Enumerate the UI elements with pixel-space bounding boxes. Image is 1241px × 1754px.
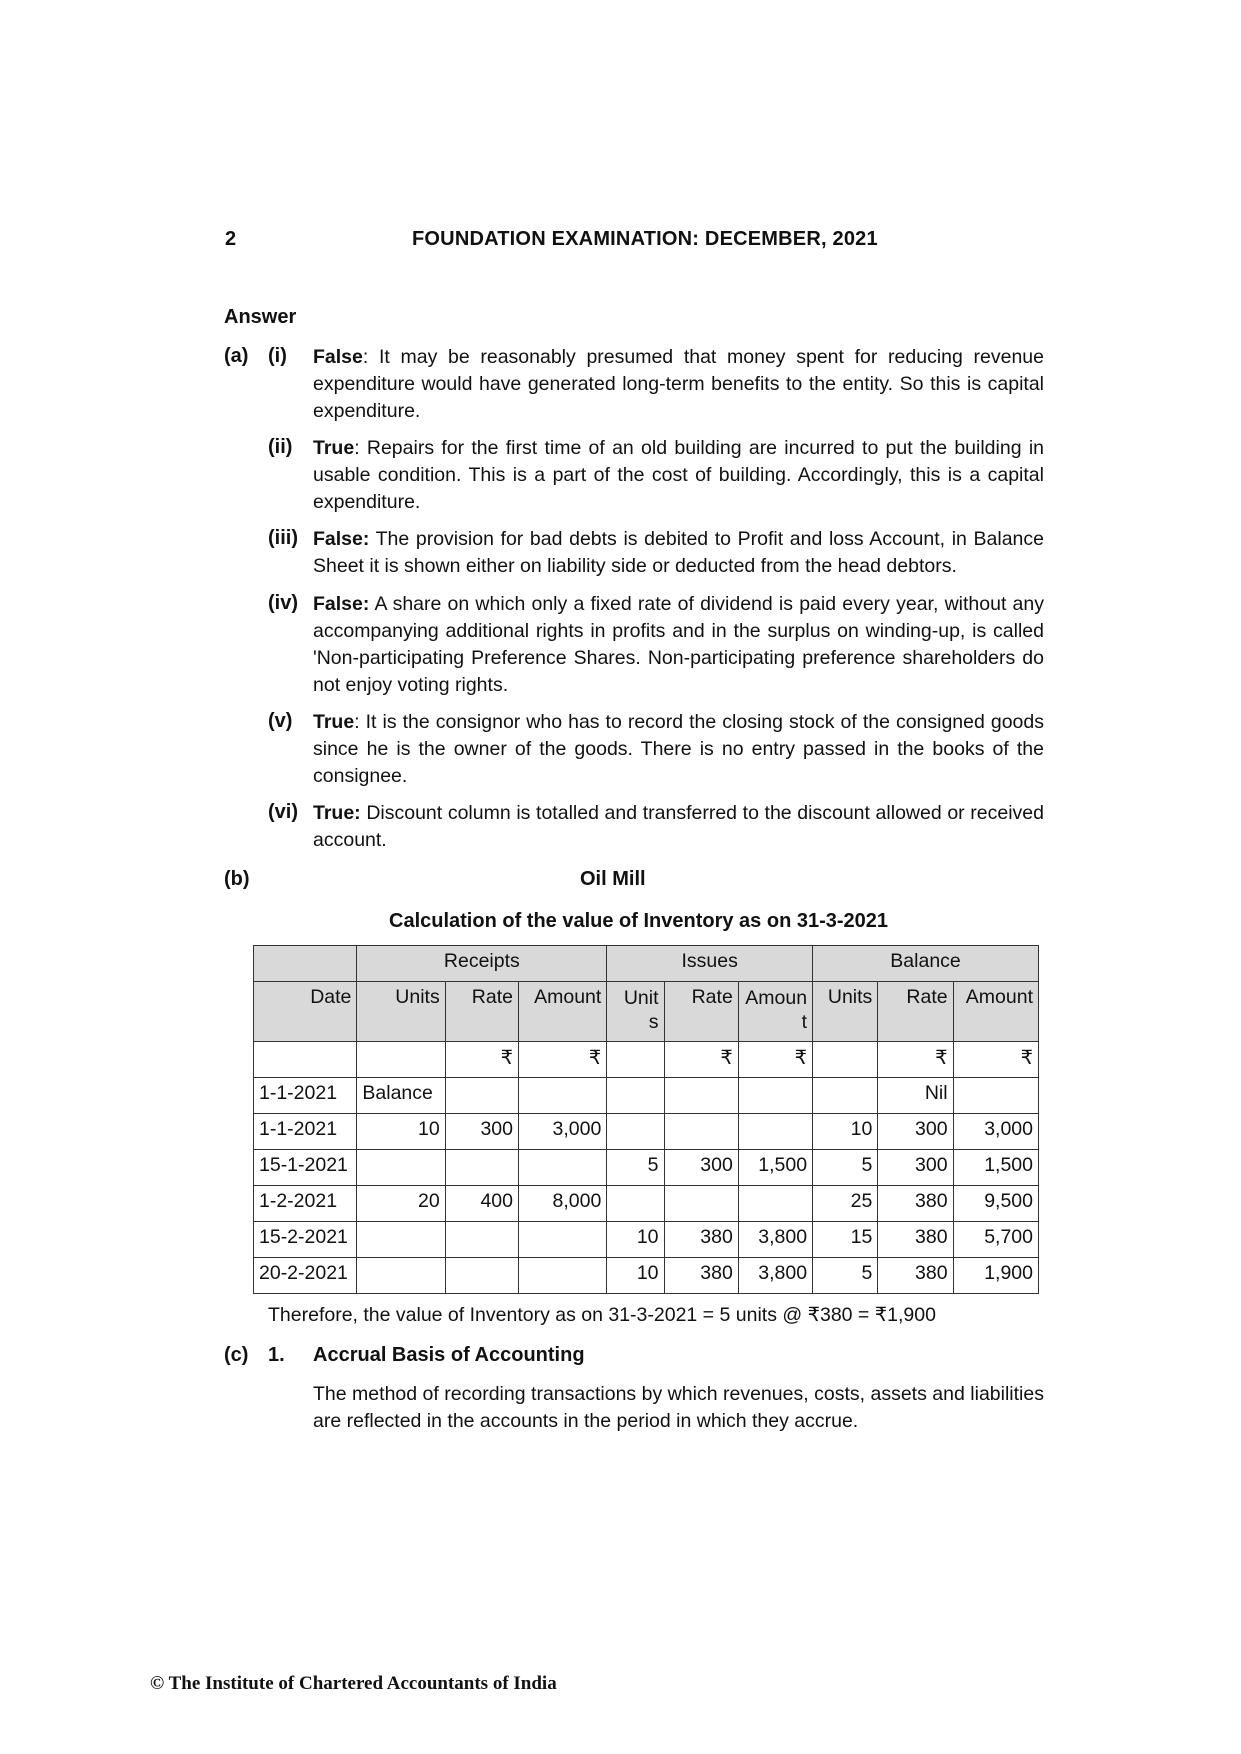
cell-receipts-rate [445,1150,518,1186]
currency-symbol: ₹ [664,1042,738,1078]
cell-balance-units: 25 [813,1186,878,1222]
cell-issues-rate: 380 [664,1258,738,1294]
item-vi-number: (vi) [268,801,298,823]
cell-balance-amount: 9,500 [953,1186,1038,1222]
col-receipts-amount: Amount [518,982,606,1042]
item-i-number: (i) [268,345,287,367]
item-vi-verdict: True: [313,802,361,824]
cell-date: 1-1-2021 [254,1114,357,1150]
part-c-number: 1. [268,1344,285,1366]
cell-balance-amount: 5,700 [953,1222,1038,1258]
table-group-header-row [254,946,1039,982]
cell-balance-rate: 300 [878,1114,953,1150]
cell-receipts-amount [518,1078,606,1114]
currency-cell-empty [357,1042,445,1078]
item-i-paragraph [313,344,1044,425]
inventory-conclusion: Therefore, the value of Inventory as on 31-3-2021 = 5 units @ ₹380 = ₹1,900 [268,1304,936,1326]
cell-receipts-amount [518,1150,606,1186]
item-v-verdict: True [313,711,355,733]
cell-balance-rate: 380 [878,1258,953,1294]
cell-issues-amount: 1,500 [738,1150,812,1186]
col-balance-units: Units [813,982,878,1042]
cell-balance-units: 5 [813,1150,878,1186]
item-v-text: It is the consignor who has to record the closing stock of the consigned goods since he is the owner of the goods. There is no entry passed in the books of the consignee. [313,711,1044,787]
cell-receipts-units: 10 [357,1114,445,1150]
cell-issues-units: 10 [607,1222,664,1258]
table-row [254,1150,1039,1186]
col-date: Date [254,982,357,1042]
cell-receipts-rate [445,1222,518,1258]
part-a-label: (a) [224,345,249,367]
copyright-footer: © The Institute of Chartered Accountants of India [150,1673,557,1694]
item-ii-paragraph [313,435,1044,516]
page-number: 2 [225,228,237,250]
col-issues-units: Unit s [607,982,664,1042]
cell-balance-units [813,1078,878,1114]
part-c-paragraph: The method of recording transactions by which revenues, costs, assets and liabilities are reflected in the accounts in the period in which they accrue. [313,1383,1044,1432]
currency-cell-empty [607,1042,664,1078]
cell-balance-units: 15 [813,1222,878,1258]
cell-balance-amount [953,1078,1038,1114]
part-b-label: (b) [224,868,250,890]
part-c-label: (c) [224,1344,249,1366]
cell-issues-rate: 380 [664,1222,738,1258]
col-receipts-rate: Rate [445,982,518,1042]
cell-receipts-units [357,1258,445,1294]
table-title: Calculation of the value of Inventory as on 31-3-2021 [389,910,889,932]
cell-issues-rate [664,1078,738,1114]
cell-receipts-units [357,1150,445,1186]
part-c-heading: Accrual Basis of Accounting [313,1344,585,1366]
cell-issues-amount [738,1078,812,1114]
cell-balance-rate: 380 [878,1222,953,1258]
item-iv-text: A share on which only a fixed rate of dividend is paid every year, without any accompanying additional rights in profits and in the surplus on winding-up, is called 'Non-participating Preference Shares. Non-participating preference shareholders do not enjoy voting rights. [313,593,1044,696]
cell-balance-rate: 380 [878,1186,953,1222]
group-receipts: Receipts [357,946,607,982]
item-vi-text: Discount column is totalled and transferred to the discount allowed or received account. [313,802,1044,851]
cell-balance-units: 5 [813,1258,878,1294]
cell-receipts-units: 20 [357,1186,445,1222]
item-vi-paragraph [313,800,1044,854]
cell-receipts-rate [445,1078,518,1114]
col-issues-rate: Rate [664,982,738,1042]
item-iv-paragraph [313,591,1044,699]
col-receipts-units: Units [357,982,445,1042]
item-ii-number: (ii) [268,436,293,458]
item-iii-verdict: False: [313,528,370,550]
cell-balance-units: 10 [813,1114,878,1150]
exam-title: FOUNDATION EXAMINATION: DECEMBER, 2021 [412,228,878,250]
item-v-sep: : [354,711,360,733]
table-row [254,1258,1039,1294]
cell-issues-amount [738,1114,812,1150]
table-row [254,1186,1039,1222]
currency-symbol: ₹ [518,1042,606,1078]
company-name: Oil Mill [580,868,646,890]
cell-balance-amount: 1,500 [953,1150,1038,1186]
table-row [254,1078,1039,1114]
col-issues-amount: Amoun t [738,982,812,1042]
currency-symbol: ₹ [445,1042,518,1078]
cell-receipts-units: Balance [357,1078,445,1114]
item-iii-text: The provision for bad debts is debited to Profit and loss Account, in Balance Sheet it is shown either on liability side or deducted from the head debtors. [313,528,1044,577]
group-issues: Issues [607,946,813,982]
currency-symbol: ₹ [953,1042,1038,1078]
cell-balance-rate: 300 [878,1150,953,1186]
currency-symbol: ₹ [878,1042,953,1078]
item-iv-verdict: False: [313,593,370,615]
inventory-table [253,945,1039,1294]
currency-cell-empty [254,1042,357,1078]
cell-issues-units: 5 [607,1150,664,1186]
cell-receipts-rate: 300 [445,1114,518,1150]
cell-issues-rate: 300 [664,1150,738,1186]
item-v-paragraph [313,709,1044,790]
col-balance-rate: Rate [878,982,953,1042]
cell-issues-rate [664,1114,738,1150]
item-i-verdict: False [313,346,363,368]
cell-issues-units [607,1186,664,1222]
cell-issues-units [607,1114,664,1150]
cell-date: 20-2-2021 [254,1258,357,1294]
currency-row [254,1042,1039,1078]
cell-receipts-rate: 400 [445,1186,518,1222]
cell-issues-units: 10 [607,1258,664,1294]
col-balance-amount: Amount [953,982,1038,1042]
cell-balance-amount: 3,000 [953,1114,1038,1150]
item-iii-paragraph [313,526,1044,580]
item-iii-number: (iii) [268,527,298,549]
cell-date: 15-1-2021 [254,1150,357,1186]
table-row [254,1114,1039,1150]
cell-issues-units [607,1078,664,1114]
cell-receipts-units [357,1222,445,1258]
table-row [254,1222,1039,1258]
table-column-header-row [254,982,1039,1042]
cell-date: 15-2-2021 [254,1222,357,1258]
cell-balance-amount: 1,900 [953,1258,1038,1294]
currency-cell-empty [813,1042,878,1078]
cell-receipts-amount [518,1222,606,1258]
cell-receipts-amount: 8,000 [518,1186,606,1222]
item-i-text: It may be reasonably presumed that money spent for reducing revenue expenditure would have generated long-term benefits to the entity. So this is capital expenditure. [313,346,1044,422]
cell-receipts-amount [518,1258,606,1294]
item-ii-verdict: True [313,437,355,459]
cell-date: 1-1-2021 [254,1078,357,1114]
group-empty-cell [254,946,357,982]
item-i-sep: : [362,346,369,368]
item-ii-sep: : [354,437,360,459]
cell-issues-amount [738,1186,812,1222]
cell-date: 1-2-2021 [254,1186,357,1222]
currency-symbol: ₹ [738,1042,812,1078]
item-v-number: (v) [268,710,293,732]
cell-issues-amount: 3,800 [738,1258,812,1294]
cell-issues-rate [664,1186,738,1222]
cell-receipts-amount: 3,000 [518,1114,606,1150]
cell-balance-rate: Nil [878,1078,953,1114]
group-balance: Balance [813,946,1039,982]
answer-heading: Answer [224,306,297,328]
item-iv-number: (iv) [268,592,298,614]
cell-receipts-rate [445,1258,518,1294]
cell-issues-amount: 3,800 [738,1222,812,1258]
item-ii-text: Repairs for the first time of an old building are incurred to put the building in usable condition. This is a part of the cost of building. Accordingly, this is a capital expenditure. [313,437,1044,513]
